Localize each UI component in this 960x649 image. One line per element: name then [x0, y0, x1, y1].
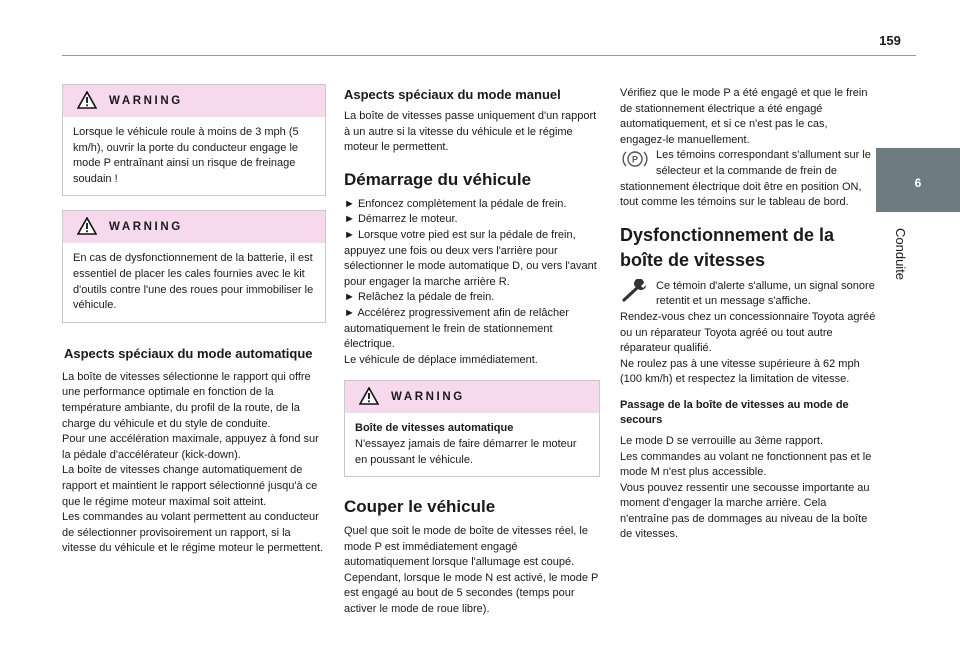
paragraph: Ce témoin d'alerte s'allume, un signal sonore retentit et un message s'affiche.	[656, 279, 875, 308]
paragraph: Les commandes au volant ne fonctionnent pas et le mode M n'est plus accessible.	[620, 450, 872, 479]
section-heading: Dysfonctionnement de la boîte de vitesses	[620, 224, 835, 270]
lamp-paragraph	[620, 148, 876, 210]
step-item: ► Enfoncez complètement la pédale de frein.	[344, 197, 567, 210]
paragraph: Les témoins correspondant s'allument sur le sélecteur et la commande de frein de stationnement électrique doit être en position ON, tout comme les témoins sur le tableau de bord.	[620, 149, 871, 209]
chapter-label: Conduite	[893, 228, 908, 281]
column-left	[62, 84, 326, 557]
step-item: ► Accélérez progressivement afin de relâcher automatiquement le frein de stationnement électrique.	[344, 306, 569, 351]
warning-subtitle: Boîte de vitesses automatique	[355, 422, 514, 435]
paragraph: Ne roulez pas à une vitesse supérieure à 62 mph (100 km/h) et respectez la limitation de vitesse.	[620, 357, 860, 386]
column-middle	[344, 86, 600, 618]
column-right	[620, 86, 876, 543]
section-heading: Couper le véhicule	[344, 497, 496, 517]
paragraph: Pour une accélération maximale, appuyez à fond sur la pédale d'accélérateur (kick-down).	[62, 433, 319, 461]
paragraph: La boîte de vitesses sélectionne le rapport qui offre une performance optimale en fonction de la température ambiante, du profil de la route, de la charge du véhicule et du style de conduite.	[62, 370, 311, 430]
section-heading: Passage de la boîte de vitesses au mode de secours	[620, 398, 849, 426]
warning-icon	[359, 387, 379, 405]
paragraph: Le mode D se verrouille au 3ème rapport.	[620, 434, 823, 447]
section-heading: Aspects spéciaux du mode automatique	[64, 345, 313, 361]
malfunction-paragraph	[620, 279, 876, 310]
chapter-label-wrap	[893, 228, 913, 298]
step-item: ► Démarrez le moteur.	[344, 213, 458, 226]
warning-body	[63, 243, 325, 321]
paragraph: La boîte de vitesses change automatiquement de rapport et maintient le rapport sélectionné jusqu'à ce que le régime moteur maximal soit atteint.	[62, 464, 318, 508]
chapter-number: 6	[914, 176, 922, 190]
parking-brake-warning-icon	[620, 148, 650, 170]
warning-header	[63, 211, 325, 243]
paragraph: Les commandes au volant permettent au conducteur de sélectionner provisoirement un rapport, si la vitesse du véhicule et le régime moteur le permettent.	[62, 511, 324, 555]
warning-body	[63, 117, 325, 195]
warning-text: Lorsque le véhicule roule à moins de 3 mph (5 km/h), ouvrir la porte du conducteur engage le mode P entraînant ainsi un risque de freinage soudain !	[73, 126, 299, 185]
warning-icon	[77, 217, 97, 235]
warning-header	[345, 381, 599, 413]
section-heading: Aspects spéciaux du mode manuel	[344, 87, 561, 102]
warning-body	[345, 413, 599, 476]
paragraph: Quel que soit le mode de boîte de vitesses réel, le mode P est immédiatement engagé automatiquement lorsque l'allumage est coupé. Cependant, lorsque le mode N est activé, le mode P est engagé au bout de 5 secondes (temps pour activer le mode de roue libre).	[344, 525, 599, 616]
step-item: ► Lorsque votre pied est sur la pédale de frein, appuyez une fois ou deux vers l'arrière pour sélectionner le mode automatique D, ou vers l'avant pour engager la marche arrière R.	[344, 228, 597, 288]
warning-icon	[77, 91, 97, 109]
step-item: ► Relâchez la pédale de frein.	[344, 291, 495, 304]
wrench-icon	[620, 279, 650, 303]
paragraph: Le véhicule de déplace immédiatement.	[344, 353, 538, 366]
warning-box	[62, 84, 326, 196]
warning-title: WARNING	[391, 391, 465, 404]
paragraph: Vous pouvez ressentir une secousse importante au moment d'engager la marche arrière. Cela n'entraîne pas de dommages au niveau de la boîte de vitesses.	[620, 481, 870, 541]
paragraph: La boîte de vitesses passe uniquement d'un rapport à un autre si la vitesse du véhicule et le régime moteur le permettent.	[344, 110, 597, 154]
warning-title: WARNING	[109, 221, 183, 234]
section-heading: Démarrage du véhicule	[344, 169, 532, 189]
paragraph: Vérifiez que le mode P a été engagé et que le frein de stationnement électrique a été engagé automatiquement, et si ce n'est pas le cas, engagez-le manuellement.	[620, 87, 868, 146]
paragraph: Rendez-vous chez un concessionnaire Toyota agréé ou un réparateur Toyota agréé ou tout autre réparateur qualifié.	[620, 310, 876, 355]
header-rule	[62, 55, 916, 56]
warning-title: WARNING	[109, 95, 183, 107]
warning-box	[62, 210, 326, 322]
svg-text:P: P	[631, 154, 639, 165]
warning-header	[63, 85, 325, 117]
warning-text: N'essayez jamais de faire démarrer le moteur en poussant le véhicule.	[355, 437, 577, 466]
page-number: 159	[879, 33, 901, 48]
warning-text: En cas de dysfonctionnement de la batterie, il est essentiel de placer les cales fournies avec le kit d'outils contre l'une des roues pour immobiliser le véhicule.	[73, 252, 314, 312]
warning-box	[344, 380, 600, 477]
